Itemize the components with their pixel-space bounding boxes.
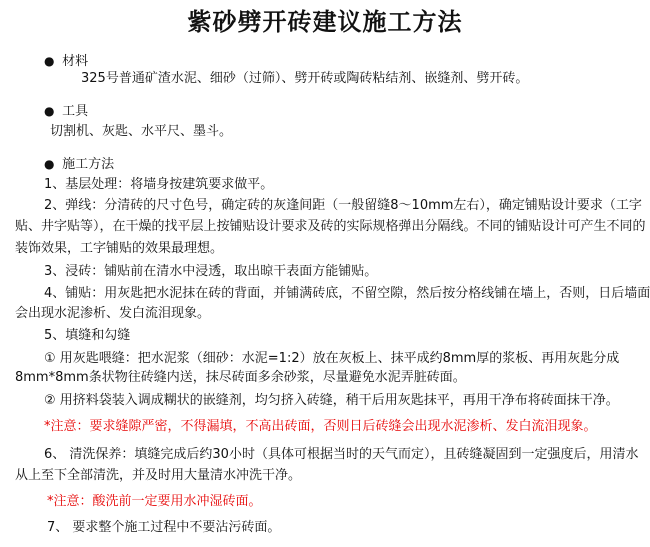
bullet-icon: ● bbox=[44, 157, 55, 171]
step-2-line-3: 装饰效果，工字铺贴的效果最理想。 bbox=[15, 241, 224, 256]
step-6-line-1: 6、 清洗保养：填缝完成后约30小时（具体可根据当时的天气而定），且砖缝凝固到一定强度后，用清水 bbox=[44, 447, 639, 462]
warning-note-2: *注意：酸洗前一定要用水冲湿砖面。 bbox=[47, 494, 262, 509]
document-title: 紫砂劈开砖建议施工方法 bbox=[187, 8, 463, 36]
tools-text: 切割机、灰匙、水平尺、墨斗。 bbox=[50, 124, 233, 139]
step-4-line-2: 会出现水泥渗析、发白流泪现象。 bbox=[15, 306, 211, 321]
step-5-text: 5、填缝和勾缝 bbox=[44, 328, 131, 343]
materials-heading-row bbox=[44, 52, 88, 71]
method-heading-row bbox=[44, 155, 114, 174]
step-1-text: 1、基层处理：将墙身按建筑要求做平。 bbox=[44, 177, 274, 192]
step-7-text: 7、 要求整个施工过程中不要沾污砖面。 bbox=[47, 520, 281, 535]
step-6-line-2: 从上至下全部清洗，并及时用大量清水冲洗干净。 bbox=[15, 468, 302, 483]
step-4-line-1: 4、铺贴：用灰匙把水泥抹在砖的背面，并铺满砖底，不留空隙，然后按分格线铺在墙上，否则，日后墙面 bbox=[44, 286, 650, 301]
bullet-icon: ● bbox=[44, 54, 55, 68]
step-3-text: 3、浸砖：铺贴前在清水中浸透，取出晾干表面方能铺贴。 bbox=[44, 264, 378, 279]
tools-heading: 工具 bbox=[62, 104, 89, 119]
step-5-2-text: ② 用挤料袋装入调成糊状的嵌缝剂，均匀挤入砖缝，稍干后用灰匙抹平，再用干净布将砖面抹干净。 bbox=[44, 393, 619, 408]
step-2-line-2: 贴、井字贴等），在干燥的找平层上按铺贴设计要求及砖的实际规格弹出分隔线。不同的铺贴设计可产生不同的 bbox=[15, 219, 646, 234]
step-5-1-line-1: ① 用灰匙喂缝：把水泥浆（细砂：水泥=1:2）放在灰板上、抹平成约8mm厚的浆板、再用灰匙分成 bbox=[44, 351, 620, 366]
step-2-line-1: 2、弹线：分清砖的尺寸色号，确定砖的灰逢间距（一般留缝8～10mm左右），确定铺贴设计要求（工字 bbox=[44, 198, 642, 213]
method-heading: 施工方法 bbox=[62, 157, 115, 172]
step-5-1-line-2: 8mm*8mm条状物往砖缝内送，抹尽砖面多余砂浆，尽量避免水泥弄脏砖面。 bbox=[15, 370, 466, 385]
bullet-icon: ● bbox=[44, 104, 55, 118]
warning-note-1: *注意：要求缝隙严密，不得漏填，不高出砖面，否则日后砖缝会出现水泥渗析、发白流泪现象。 bbox=[44, 419, 597, 434]
tools-heading-row bbox=[44, 102, 88, 121]
materials-heading: 材料 bbox=[62, 54, 89, 69]
materials-text: 325号普通矿渣水泥、细砂（过筛）、劈开砖或陶砖粘结剂、嵌缝剂、劈开砖。 bbox=[81, 71, 529, 86]
